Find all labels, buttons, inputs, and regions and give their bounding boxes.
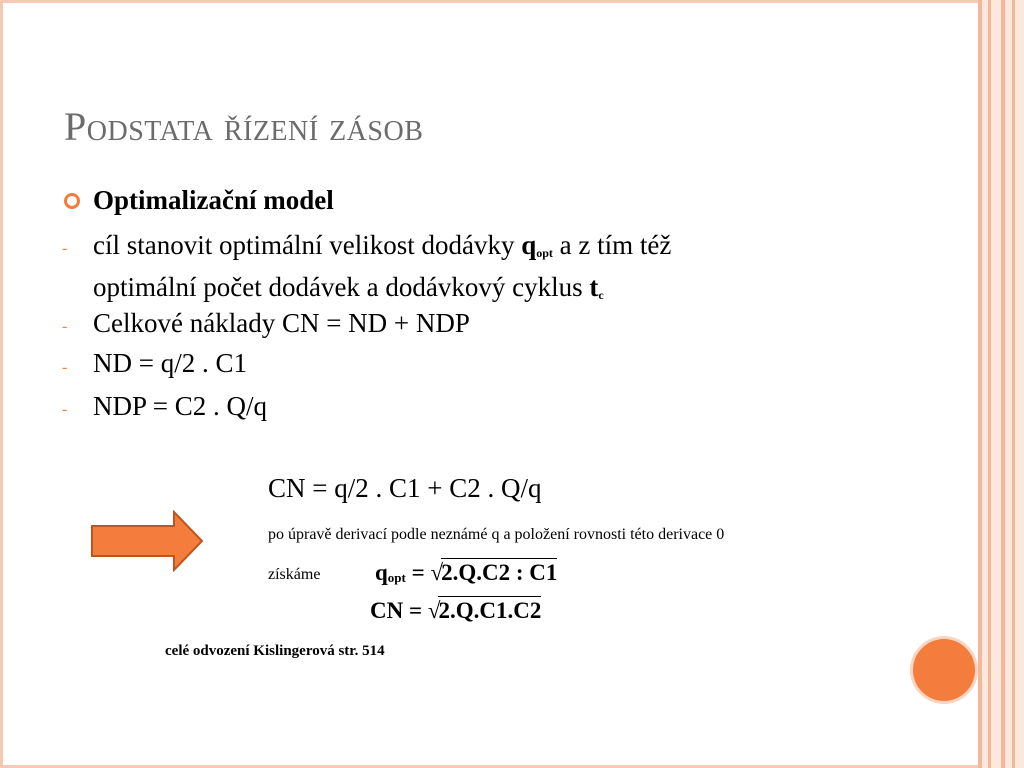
qopt-formula: qopt = √2.Q.C2 : C1	[375, 560, 558, 585]
derivation-note: po úpravě derivací podle neznámé q a položení rovnosti této derivace 0	[268, 526, 725, 543]
cn-sqrt-formula: CN = √2.Q.C1.C2	[370, 598, 542, 623]
dash-bullet: -	[62, 318, 68, 335]
bullet-item-ndp: NDP = C2 . Q/q	[93, 391, 267, 421]
section-heading: Optimalizační model	[93, 185, 334, 215]
bullet-item-goal: cíl stanovit optimální velikost dodávky $q_{opt}$ a z tím též optimální počet dodávek a dodávkový cyklus $t_c$	[93, 230, 672, 302]
bullet-item-nd: ND = q/2 . C1	[93, 348, 247, 378]
total-cost-formula: CN = q/2 . C1 + C2 . Q/q	[268, 473, 542, 503]
sqrt-icon: √	[427, 598, 441, 623]
slide-border-top	[0, 0, 1024, 3]
right-arrow-icon	[90, 510, 206, 572]
footnote-source: celé odvození Kislingerová str. 514	[165, 643, 385, 659]
ring-bullet-icon	[64, 193, 80, 209]
dash-bullet: -	[62, 359, 68, 376]
slide-border-left	[0, 0, 3, 768]
sqrt-icon: √	[430, 560, 444, 585]
dash-bullet: -	[62, 240, 68, 257]
decorative-circle-icon	[913, 639, 975, 701]
ziskame-label: získáme	[268, 566, 321, 583]
bullet-item-total-costs: Celkové náklady CN = ND + NDP	[93, 308, 470, 338]
dash-bullet: -	[62, 401, 68, 418]
slide-title: Podstata řízení zásob	[64, 104, 424, 149]
